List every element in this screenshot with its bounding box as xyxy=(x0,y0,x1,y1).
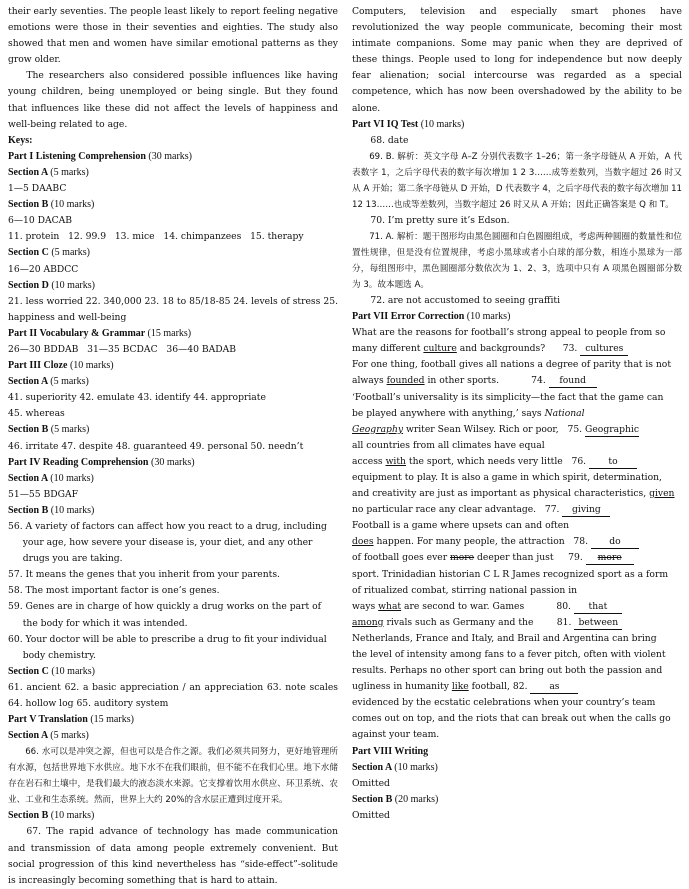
ec-line: comes out on top, and the riots that can break out when the calls go xyxy=(352,713,671,725)
section-a-heading: Section A (10 marks) xyxy=(8,472,94,484)
ec-line: What are the reasons for football’s strong appeal to people from so xyxy=(352,327,666,339)
answer-79: more xyxy=(586,552,634,565)
section-b-heading: Section B (5 marks) xyxy=(8,424,90,436)
keys-heading: Keys: xyxy=(8,134,33,146)
ec-line: all countries from all climates have equal xyxy=(352,439,545,451)
answer-58: 58. The most important factor is one’s genes. xyxy=(8,585,220,597)
part2-heading: Part II Vocabulary & Grammar (15 marks) xyxy=(8,327,192,339)
ec-line: results. Perhaps no other sport can bring out both the passion and xyxy=(352,665,663,677)
ec-line: Football is a game where upsets can and often xyxy=(352,520,570,532)
section-a-heading: Section A (5 marks) xyxy=(8,730,89,742)
ec-line: of football goes ever more deeper than just 79. more xyxy=(352,550,682,566)
answer-78: do xyxy=(591,536,639,549)
ec-line: ways what are second to war. Games 80. that xyxy=(352,599,682,615)
ec-line: Geography writer Sean Wilsey. Rich or poor, 75. Geographic xyxy=(352,423,639,435)
answers-51-55: 51—55 BDGAF xyxy=(8,488,78,500)
ec-line: among rivals such as Germany and the 81. between xyxy=(352,615,682,631)
translation-67-continued: Computers, television and especially smart phones have revolutionized the way people communicate, becoming their most intimate companions. Some may panic when they are deprived of these things. People used to long for independence but now deeply fear alienation; social intercourse was regarded as a special competence, which has now been overshadowed by the ability to be alone. xyxy=(352,6,682,114)
answers-1-5: 1—5 DAABC xyxy=(8,183,67,195)
section-b-heading: Section B (10 marks) xyxy=(8,199,95,211)
ec-line: always founded in other sports. 74. found xyxy=(352,373,682,389)
answers-21-25: 21. less worried 22. 340,000 23. 18 to 85/18-85 24. levels of stress 25. happiness and well-being xyxy=(8,295,338,323)
answer-76: to xyxy=(589,456,637,469)
answers-6-10: 6—10 DACAB xyxy=(8,215,73,227)
section-a-answer: Omitted xyxy=(352,777,390,789)
section-c-heading: Section C (10 marks) xyxy=(8,665,95,677)
intro-paragraph-2: The researchers also considered possible influences like having young children, being unemployed or being single. But they found that influences like these did not affect the levels of happiness and well-being related to age. xyxy=(8,70,338,130)
answers-45: 45. whereas xyxy=(8,408,65,420)
right-column xyxy=(352,4,682,824)
answer-60: 60. Your doctor will be able to prescribe a drug to fit your individual body chemistry. xyxy=(8,633,327,661)
ec-line: does happen. For many people, the attraction 78. do xyxy=(352,534,682,550)
answer-80: that xyxy=(574,601,622,614)
ec-line: ugliness in humanity like football, 82. as xyxy=(352,679,682,695)
answer-71: 71. A. 解析：题干图形均由黑色圆圈和白色圆圈组成，考虑两种圆圈的数量性和位置性规律，但是没有位置规律，考虑小黑球或者小白球的部分数，相连小黑球为一部分，每组图形中，黑色圆圈部分数依次为 1、2、3，选项中只有 A 项黑色圆圈部分数为 3。故本题选 A。 xyxy=(352,231,682,290)
answers-16-20: 16—20 ABDCC xyxy=(8,263,79,275)
answers-41-44: 41. superiority 42. emulate 43. identify 44. appropriate xyxy=(8,392,266,404)
ec-line: For one thing, football gives all nations a degree of parity that is not xyxy=(352,359,672,371)
section-a-heading: Section A (5 marks) xyxy=(8,166,89,178)
ec-line: be played anywhere with anything,’ says National xyxy=(352,407,585,419)
answer-73: cultures xyxy=(580,343,628,356)
answer-57: 57. It means the genes that you inherit from your parents. xyxy=(8,569,280,581)
answer-74: found xyxy=(549,375,597,388)
part3-heading: Part III Cloze (10 marks) xyxy=(8,360,114,372)
ec-line: of ritualized combat, stirring national passion in xyxy=(352,584,578,596)
answer-56: 56. A variety of factors can affect how you react to a drug, including your age, how severe your disease is, your diet, and any other drugs you are taking. xyxy=(8,521,327,565)
translation-66: 66. 水可以是冲突之源，但也可以是合作之源。我们必须共同努力，更好地管理所有水源，包括世界地下水供应。地下水不在我们眼前，但不能不在我们心里。地下水储存在岩石和土壤中，是我们最大的液态淡水来源。它支撑着饮用水供应、环卫系统、农业、工业和生态系统。然而，世界上大约 20%的含水层正遭到过度开采。 xyxy=(8,747,338,806)
answers-46-50: 46. irritate 47. despite 48. guaranteed 49. personal 50. needn’t xyxy=(8,440,304,452)
left-column xyxy=(8,4,338,889)
ec-line: and creativity are just as important as physical characteristics, given xyxy=(352,488,675,500)
section-b-answer: Omitted xyxy=(352,809,390,821)
answer-72: 72. are not accustomed to seeing graffiti xyxy=(370,294,561,306)
ec-line: access with the sport, which needs very little 76. to xyxy=(352,454,682,470)
answer-82: as xyxy=(530,681,578,694)
answers-61-65: 61. ancient 62. a basic appreciation / an appreciation 63. note scales 64. hollow log 65. auditory system xyxy=(8,681,338,710)
section-b-heading: Section B (10 marks) xyxy=(8,810,95,822)
ec-line: equipment to play. It is also a game in which spirit, determination, xyxy=(352,471,662,483)
part7-heading: Part VII Error Correction (10 marks) xyxy=(352,311,511,323)
section-a-heading: Section A (10 marks) xyxy=(352,761,438,773)
answer-69: 69. B. 解析：英文字母 A–Z 分别代表数字 1–26；第一条字母链从 A 开始，A 代表数字 1，之后字母代表的数字每次增加 1 2 3……成等差数列，当数字超过 26 时又从 A 开始；第二条字母链从 D 开始，D 代表数字 4，之后字母代表的数字每次增加 11 12 13……也成等差数列，当数字超过 26 时又从 A 开始；因此正确答案是 Q 和 T。 xyxy=(352,151,682,210)
section-b-heading: Section B (10 marks) xyxy=(8,504,95,516)
answers-26-40: 26—30 BDDAB 31—35 BCDAC 36—40 BADAB xyxy=(8,343,236,355)
translation-67: 67. The rapid advance of technology has made communication and transmission of data among people extremely convenient. But social progression of this kind nevertheless has “side-effect”-solitude is increasingly becoming something that is hard to attain. xyxy=(8,826,338,886)
part8-heading: Part VIII Writing xyxy=(352,745,429,757)
answer-59: 59. Genes are in charge of how quickly a drug works on the part of the body for which it was intended. xyxy=(8,601,322,629)
section-c-heading: Section C (5 marks) xyxy=(8,247,90,259)
answer-70: 70. I’m pretty sure it’s Edson. xyxy=(370,214,510,226)
intro-paragraph-1: their early seventies. The people least likely to report feeling negative emotions were those in their seventies and eighties. The study also showed that men and women have similar emotional patterns as they grow older. xyxy=(8,6,338,66)
answer-81: between xyxy=(574,617,622,630)
section-a-heading: Section A (5 marks) xyxy=(8,376,89,388)
ec-line: no particular race any clear advantage. 77. giving xyxy=(352,502,682,518)
section-d-heading: Section D (10 marks) xyxy=(8,279,95,291)
answer-75: Geographic xyxy=(585,423,639,435)
answers-11-15: 11. protein 12. 99.9 13. mice 14. chimpanzees 15. therapy xyxy=(8,231,304,243)
part4-heading: Part IV Reading Comprehension (30 marks) xyxy=(8,456,195,468)
part5-heading: Part V Translation (15 marks) xyxy=(8,714,134,726)
ec-line: sport. Trinidadian historian C L R James recognized sport as a form xyxy=(352,568,669,580)
part1-heading: Part I Listening Comprehension (30 marks) xyxy=(8,150,192,162)
part6-heading: Part VI IQ Test (10 marks) xyxy=(352,118,465,130)
ec-line: ‘Football’s universality is its simplicity—the fact that the game can xyxy=(352,391,664,403)
ec-line: many different culture and backgrounds? 73. cultures xyxy=(352,341,682,357)
ec-line: Netherlands, France and Italy, and Brail and Argentina can bring xyxy=(352,632,657,644)
ec-line: the level of intensity among fans to a fever pitch, often with violent xyxy=(352,649,666,660)
answer-68: 68. date xyxy=(370,134,409,146)
section-b-heading: Section B (20 marks) xyxy=(352,793,439,805)
error-correction-passage xyxy=(352,325,682,743)
answer-77: giving xyxy=(562,504,610,517)
ec-line: against your team. xyxy=(352,729,440,741)
ec-line: evidenced by the ecstatic celebrations when your country’s team xyxy=(352,697,656,709)
